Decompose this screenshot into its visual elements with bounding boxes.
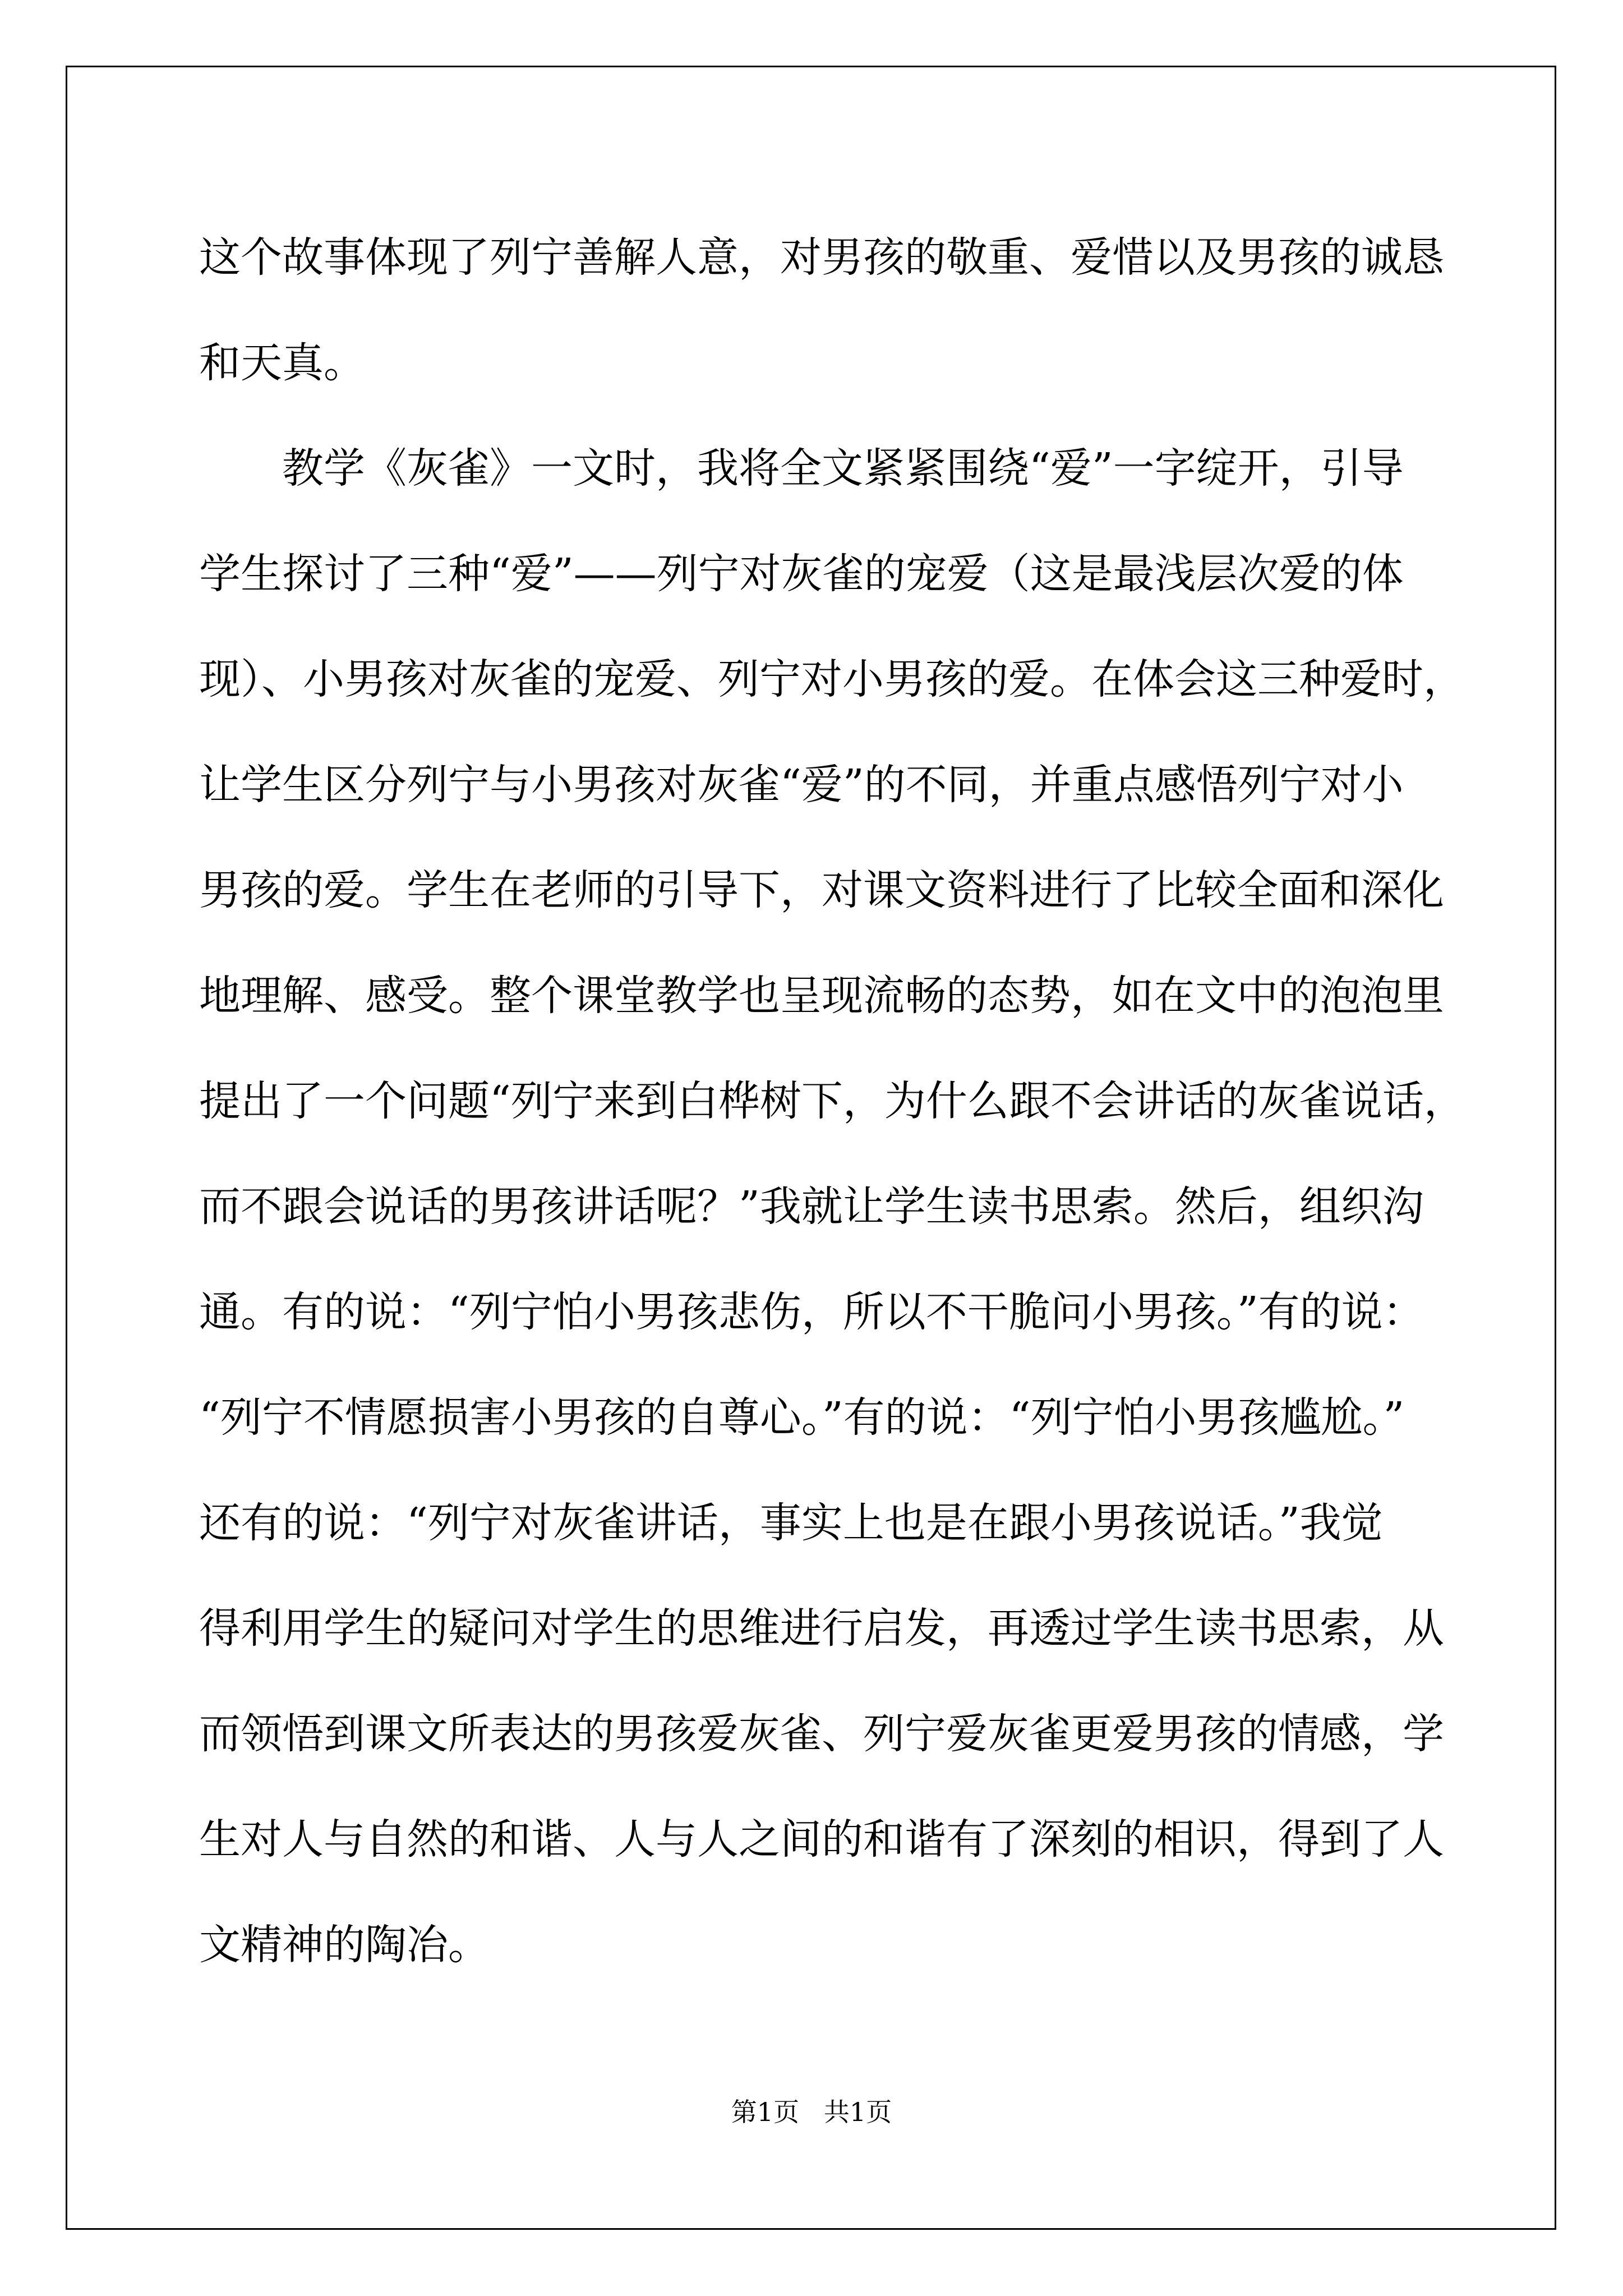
paragraph-line: 提出了一个问题“列宁来到白桦树下，为什么跟不会讲话的灰雀说话， [199,1077,1465,1125]
paragraph-line: 而领悟到课文所表达的男孩爱灰雀、列宁爱灰雀更爱男孩的情感，学 [199,1710,1444,1758]
paragraph-line: 这个故事体现了列宁善解人意，对男孩的敬重、爱惜以及男孩的诚恳 [199,233,1444,282]
paragraph-line: 让学生区分列宁与小男孩对灰雀“爱”的不同，并重点感悟列宁对小 [199,761,1404,809]
paragraph-line: 还有的说：“列宁对灰雀讲话，事实上也是在跟小男孩说话。”我觉 [199,1499,1383,1547]
document-body [199,205,1486,1998]
paragraph-line: 而不跟会说话的男孩讲话呢？”我就让学生读书思索。然后，组织沟 [199,1182,1424,1231]
paragraph-line: 通。有的说：“列宁怕小男孩悲伤，所以不干脆问小男孩。”有的说： [199,1288,1424,1336]
paragraph-line: 男孩的爱。学生在老师的引导下，对课文资料进行了比较全面和深化 [199,866,1444,914]
paragraph-line: 学生探讨了三种“爱”——列宁对灰雀的宠爱（这是最浅层次爱的体 [199,550,1404,598]
paragraph-line: 教学《灰雀》一文时，我将全文紧紧围绕“爱”一字绽开，引导 [282,444,1404,493]
paragraph-line: 和天真。 [199,339,365,387]
paragraph-line: 生对人与自然的和谐、人与人之间的和谐有了深刻的相识，得到了人 [199,1815,1444,1864]
paragraph-line: 现）、小男孩对灰雀的宠爱、列宁对小男孩的爱。在体会这三种爱时， [199,655,1465,703]
paragraph-line: “列宁不情愿损害小男孩的自尊心。”有的说：“列宁怕小男孩尴尬。” [199,1393,1405,1442]
paragraph-line: 得利用学生的疑问对学生的思维进行启发，再透过学生读书思索，从 [199,1604,1444,1653]
paragraph-line: 地理解、感受。整个课堂教学也呈现流畅的态势，如在文中的泡泡里 [199,972,1444,1020]
page-footer: 第1页 共1页 [731,2097,892,2127]
paragraph-line: 文精神的陶冶。 [199,1921,490,1969]
